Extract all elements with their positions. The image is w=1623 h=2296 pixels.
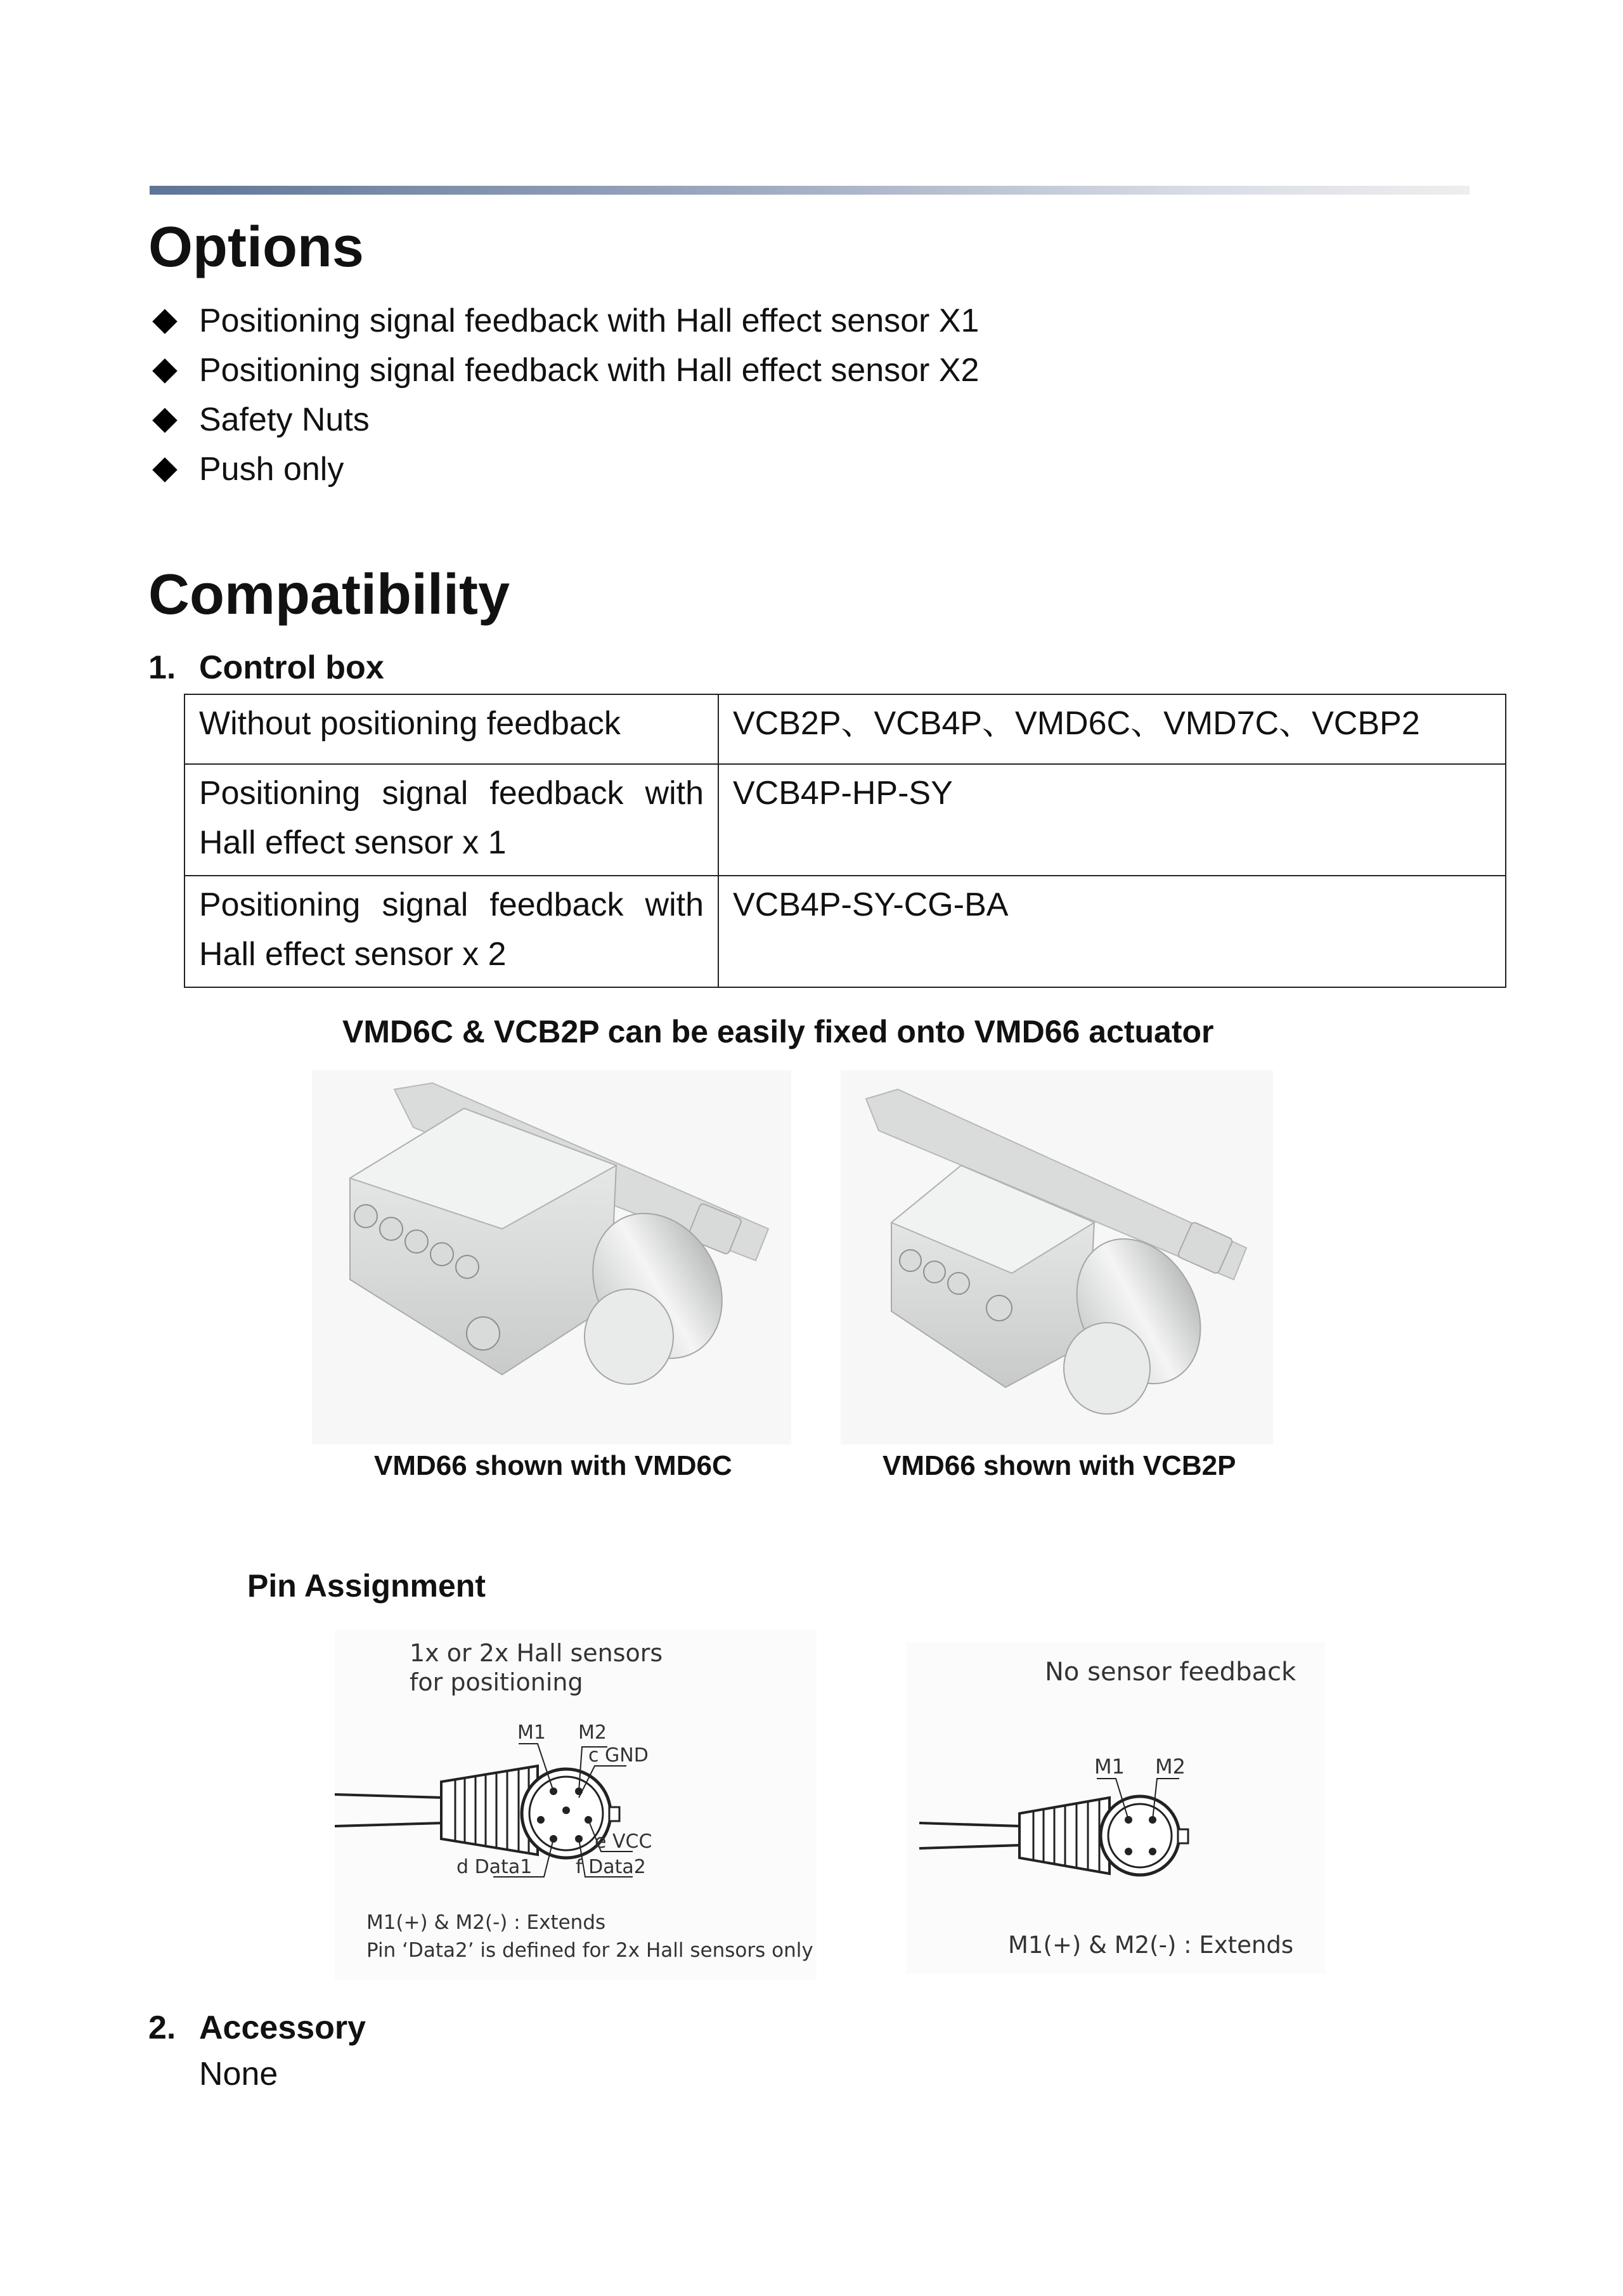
option-item xyxy=(150,303,979,339)
option-item xyxy=(150,402,370,438)
table-cell-feature: Positioning signal feedback with Hall effect sensor x 2 xyxy=(184,876,718,987)
accessory-heading xyxy=(148,2010,366,2046)
diamond-bullet-icon xyxy=(152,457,178,483)
table-row xyxy=(184,764,1506,876)
table-cell-models: VCB4P-HP-SY xyxy=(718,764,1506,876)
cable-icon xyxy=(335,1794,449,1826)
option-item-label: Positioning signal feedback with Hall effect sensor X1 xyxy=(199,302,980,339)
pin-label-data2: f Data2 xyxy=(576,1856,646,1878)
pin-label-m2: M2 xyxy=(1155,1754,1186,1779)
photo-caption-vmd6c: VMD66 shown with VMD6C xyxy=(374,1450,732,1481)
option-item xyxy=(150,451,344,488)
section-title: Accessory xyxy=(199,2009,366,2046)
option-item-label: Safety Nuts xyxy=(199,401,370,438)
hall-note-line1: M1(+) & M2(-) : Extends xyxy=(366,1911,606,1934)
table-cell-feature: Positioning signal feedback with Hall effect sensor x 1 xyxy=(184,764,718,876)
option-item xyxy=(150,353,979,389)
option-item-label: Positioning signal feedback with Hall effect sensor X2 xyxy=(199,352,980,389)
table-row xyxy=(184,694,1506,764)
hall-title-line2: for positioning xyxy=(410,1668,583,1696)
control-box-table xyxy=(184,694,1506,988)
section-title: Control box xyxy=(199,649,384,686)
photo-caption-vcb2p: VMD66 shown with VCB2P xyxy=(883,1450,1236,1481)
section-number: 2. xyxy=(148,2009,176,2046)
connector-face-icon xyxy=(1101,1796,1179,1875)
diamond-bullet-icon xyxy=(152,408,178,433)
pin-label-gnd: c GND xyxy=(588,1744,649,1767)
no-sensor-title: No sensor feedback xyxy=(1045,1657,1296,1687)
connector-no-sensor-diagram xyxy=(907,1642,1325,1973)
table-cell-models: VCB4P-SY-CG-BA xyxy=(718,876,1506,987)
actuator-vmd6c-illustration xyxy=(312,1070,791,1444)
pin-label-data1: d Data1 xyxy=(456,1856,533,1878)
pin-label-m1: M1 xyxy=(517,1722,546,1744)
pin-label-m2: M2 xyxy=(578,1722,607,1744)
section-number: 1. xyxy=(148,649,176,686)
hall-title-line1: 1x or 2x Hall sensors xyxy=(410,1639,663,1667)
pin-assignment-title: Pin Assignment xyxy=(247,1568,486,1604)
pin-diagram-hall xyxy=(335,1630,817,1980)
hall-note-line2: Pin ‘Data2’ is defined for 2x Hall sensors only xyxy=(366,1939,813,1962)
accessory-value: None xyxy=(199,2056,278,2092)
compatibility-heading: Compatibility xyxy=(148,563,510,626)
fixing-note: VMD6C & VCB2P can be easily fixed onto VMD66 actuator xyxy=(342,1014,1214,1049)
table-cell-feature: Without positioning feedback xyxy=(184,694,718,764)
actuator-photo-vmd6c xyxy=(312,1070,791,1444)
table-cell-models: VCB2P、VCB4P、VMD6C、VMD7C、VCBP2 xyxy=(718,694,1506,764)
options-heading: Options xyxy=(148,216,364,279)
no-sensor-note: M1(+) & M2(-) : Extends xyxy=(1008,1931,1294,1959)
actuator-photo-vcb2p xyxy=(841,1070,1273,1444)
actuator-vcb2p-illustration xyxy=(841,1070,1273,1444)
cable-icon xyxy=(919,1823,1027,1848)
pin-label-vcc: e VCC xyxy=(595,1831,652,1853)
control-box-heading xyxy=(148,650,384,686)
pin-label-m1: M1 xyxy=(1094,1754,1125,1779)
option-item-label: Push only xyxy=(199,451,344,488)
header-rule xyxy=(150,186,1470,195)
connector-hall-diagram xyxy=(335,1630,817,1980)
pin-diagram-no-sensor xyxy=(907,1642,1325,1973)
diamond-bullet-icon xyxy=(152,358,178,384)
diamond-bullet-icon xyxy=(152,309,178,334)
table-row xyxy=(184,876,1506,987)
